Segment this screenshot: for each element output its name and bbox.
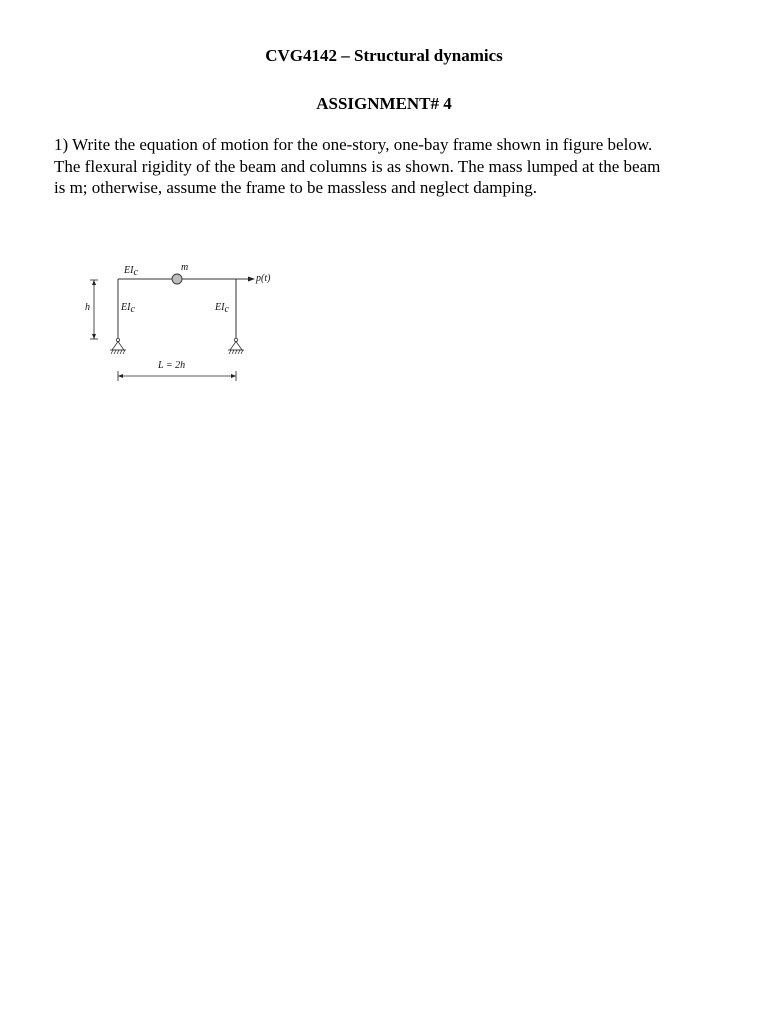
right-column-label: EIc [215, 302, 229, 315]
problem-statement [54, 134, 694, 199]
lumped-mass [172, 274, 182, 284]
problem-line: is m; otherwise, assume the frame to be massless and neglect damping. [54, 178, 537, 197]
problem-line: The flexural rigidity of the beam and columns is as shown. The mass lumped at the beam [54, 156, 661, 176]
right-pin-support [228, 338, 244, 354]
assignment-title: ASSIGNMENT# 4 [316, 94, 452, 113]
course-title: CVG4142 – Structural dynamics [265, 46, 503, 65]
mass-label: m [181, 262, 189, 273]
problem-line: 1) Write the equation of motion for the one-story, one-bay frame shown in figure below. [54, 135, 653, 154]
height-label: h [85, 302, 90, 313]
height-dimension [90, 280, 98, 339]
load-arrow [236, 277, 255, 282]
span-label: L = 2h [158, 360, 186, 371]
left-pin-support [110, 338, 126, 354]
left-column-label: EIc [121, 302, 135, 315]
span-dimension [118, 371, 236, 381]
load-label: p(t) [256, 273, 271, 284]
frame-figure [80, 255, 280, 385]
beam-label: EIc [124, 265, 138, 278]
